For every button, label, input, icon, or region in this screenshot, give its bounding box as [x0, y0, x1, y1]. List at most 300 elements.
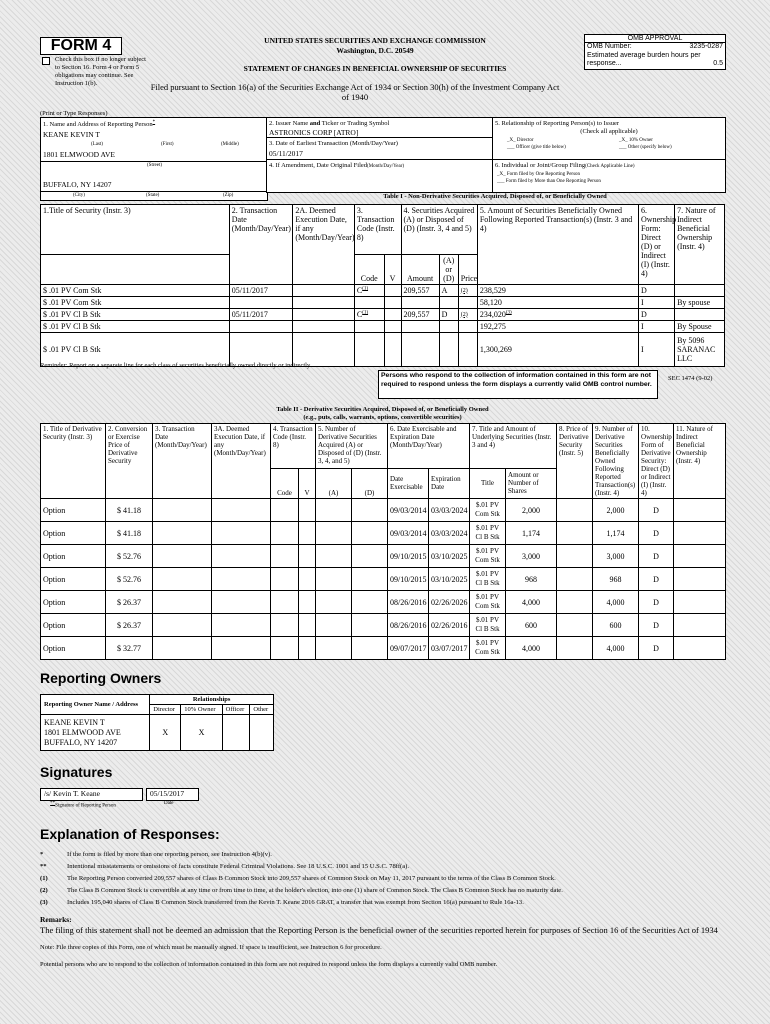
explanation-text: The Class B Common Stock is convertible at any time or from time to time, at the holder's election, into one (1) share of Common Stock. The Class B Common Stock has no maturity date. [67, 887, 563, 894]
t2-h7: 7. Title and Amount of Underlying Securities (Instr. 3 and 4) [470, 424, 557, 469]
t2-a [316, 637, 352, 660]
box6-label: 6. Individual or Joint/Group Filing [495, 162, 586, 169]
table2 [40, 423, 726, 660]
t1-form: I [639, 321, 675, 333]
t2-a [316, 545, 352, 568]
t2-deriv-price [557, 499, 593, 522]
t2-price: $ 41.18 [106, 522, 153, 545]
t1-date [229, 297, 293, 309]
t2-title: Option [41, 591, 106, 614]
t1-code [354, 321, 384, 333]
t1-form: D [639, 309, 675, 321]
box4-amendment [266, 159, 494, 193]
explanation-mark: * [40, 851, 44, 858]
t1-owned: 234,020$^{(3)}$ [477, 309, 638, 321]
ro-relationships: Relationships [150, 695, 274, 705]
t1-h7: 7. Nature of Indirect Beneficial Ownership (Instr. 4) [675, 205, 725, 285]
t1-code-footnote[interactable]: (1) [362, 310, 369, 316]
explanation-text: If the form is filed by more than one reporting person, see Instruction 4(b)(v). [67, 851, 272, 858]
explanation-mark: (1) [40, 875, 48, 882]
omb-number-label: OMB Number: [587, 43, 632, 50]
t2-a [316, 499, 352, 522]
t2-a [316, 614, 352, 637]
box6-opt1[interactable]: _X_ Form filed by One Reporting Person [497, 172, 581, 177]
remarks-text: The filing of this statement shall not be deemed an admission that the Reporting Person is the beneficial owner of the securities reported herein for purposes of Section 16 of the Securities Act of 1934 [40, 925, 718, 935]
t1-h3: 3. Transaction Code (Instr. 8) [354, 205, 401, 255]
table2-row [41, 614, 726, 637]
checkbox-note: Check this box if no longer subject to Section 16. Form 4 or Form 5 obligations may continue. See Instruction 1(b). [55, 56, 146, 87]
t1-h5: 5. Amount of Securities Beneficially Owned Following Reported Transaction(s) (Instr. 3 and 4) [477, 205, 638, 285]
ro-other-mark [250, 715, 274, 751]
t2-d [352, 545, 388, 568]
t2-sub-exer: Date Exercisable [388, 468, 429, 498]
t1-deemed [293, 297, 355, 309]
t1-price [458, 297, 477, 309]
explanation-item [40, 875, 730, 887]
box6-opt2[interactable]: ___ Form filed by More than One Reporting Person [497, 179, 601, 184]
explanation-mark: (3) [40, 899, 48, 906]
persons-notice: Persons who respond to the collection of information contained in this form are not required to respond unless the form displays a currently valid OMB control number. [378, 370, 658, 399]
t1-amount: 209,557 [401, 285, 439, 297]
date-label: Date [164, 801, 174, 806]
t1-owned: 238,529 [477, 285, 638, 297]
t2-sub-v: V [299, 468, 316, 498]
t2-nature [674, 568, 726, 591]
box5-label: 5. Relationship of Reporting Person(s) to Issuer [495, 120, 620, 127]
t2-number-owned: 4,000 [593, 591, 639, 614]
ro-col-name: Reporting Owner Name / Address [41, 695, 150, 715]
table2-row [41, 568, 726, 591]
box5-director[interactable]: _X_ Director [507, 138, 534, 143]
t1-title: $ .01 PV Cl B Stk [41, 309, 230, 321]
box2-label-and: and [309, 120, 321, 127]
t2-h10: 10. Ownership Form of Derivative Security: Direct (D) or Indirect (I) (Instr. 4) [639, 424, 674, 499]
omb-burden: 0.5 [713, 60, 723, 67]
t2-underlying-amount: 4,000 [506, 591, 557, 614]
t2-number-owned: 600 [593, 614, 639, 637]
t1-price: (2) [458, 309, 477, 321]
t2-code [271, 591, 299, 614]
t2-code [271, 522, 299, 545]
t2-date [153, 591, 212, 614]
t2-date [153, 637, 212, 660]
t1-amount [401, 321, 439, 333]
t2-expiration: 03/07/2017 [429, 637, 470, 660]
t1-owned-footnote[interactable]: (3) [505, 310, 512, 316]
t1-title: $ .01 PV Cl B Stk [41, 333, 230, 367]
t2-ownership-form: D [639, 568, 674, 591]
t2-sub-d: (D) [352, 468, 388, 498]
t1-price [458, 321, 477, 333]
t2-nature [674, 614, 726, 637]
t2-number-owned: 4,000 [593, 637, 639, 660]
label-city: (City) [73, 193, 85, 198]
t2-title: Option [41, 522, 106, 545]
explanation-text: Includes 195,040 shares of Class B Common Stock transferred from the Kevin T. Keane 2016 GRAT, a transfer that was exempt from Section 16(a) pursuant to Rule 16a-13. [67, 899, 524, 906]
t1-amount: 209,557 [401, 309, 439, 321]
t2-a [316, 568, 352, 591]
t2-date [153, 522, 212, 545]
t2-h3: 3. Transaction Date (Month/Day/Year) [153, 424, 212, 499]
t2-d [352, 522, 388, 545]
box5-relationship [492, 117, 726, 161]
t2-underlying-amount: 3,000 [506, 545, 557, 568]
t2-nature [674, 637, 726, 660]
reminder-text: Reminder: Report on a separate line for each class of securities beneficially owned directly or indirectly. [40, 362, 312, 369]
t2-number-owned: 3,000 [593, 545, 639, 568]
box6-filing [492, 159, 726, 193]
t1-date: 05/11/2017 [229, 285, 293, 297]
t2-exercisable: 09/10/2015 [388, 568, 429, 591]
t2-deemed [212, 568, 271, 591]
ro-line1: KEANE KEVIN T [44, 717, 105, 727]
ro-col-officer: Officer [222, 705, 250, 715]
t2-sub-a: (A) [316, 468, 352, 498]
t1-ad [439, 333, 458, 367]
explanation-mark: ** [40, 863, 47, 870]
reporting-owners-table [40, 694, 274, 751]
t2-price: $ 52.76 [106, 545, 153, 568]
table1-row [41, 309, 725, 321]
table2-row [41, 499, 726, 522]
t1-nature: By 5096 SARANAC LLC [675, 333, 725, 367]
t2-d [352, 568, 388, 591]
table1-row [41, 297, 725, 309]
t2-v [299, 614, 316, 637]
explanation-item [40, 899, 730, 911]
explanation-item [40, 851, 730, 863]
t2-price: $ 32.77 [106, 637, 153, 660]
box2-label-b: Ticker or Trading Symbol [320, 120, 390, 127]
t2-number-owned: 968 [593, 568, 639, 591]
ro-officer-mark [222, 715, 250, 751]
t2-title: Option [41, 614, 106, 637]
t1-h2: 2. Transaction Date (Month/Day/Year) [229, 205, 293, 285]
print-type: (Print or Type Responses) [40, 110, 108, 117]
t2-date [153, 545, 212, 568]
t2-v [299, 637, 316, 660]
t1-form: D [639, 285, 675, 297]
t1-title: $ .01 PV Com Stk [41, 285, 230, 297]
t2-nature [674, 591, 726, 614]
t2-underlying-amount: 2,000 [506, 499, 557, 522]
table2-subtitle: (e.g., puts, calls, warrants, options, convertible securities) [303, 414, 462, 421]
box5-sub: (Check all applicable) [580, 128, 638, 135]
t2-exercisable: 08/26/2016 [388, 591, 429, 614]
t2-ownership-form: D [639, 591, 674, 614]
t1-ad: D [439, 309, 458, 321]
t1-sub-aord: (A) or (D) [439, 255, 458, 285]
t2-a [316, 591, 352, 614]
t2-nature [674, 522, 726, 545]
ro-director-mark: X [150, 715, 181, 751]
t2-exercisable: 09/10/2015 [388, 545, 429, 568]
t1-owned: 192,275 [477, 321, 638, 333]
label-state: (State) [146, 193, 160, 198]
t2-code [271, 614, 299, 637]
box6-label-small: (Check Applicable Line) [585, 164, 635, 169]
no-longer-checkbox[interactable] [42, 57, 50, 65]
t1-amount [401, 333, 439, 367]
t1-ad [439, 321, 458, 333]
t2-sub-amt: Amount or Number of Shares [506, 468, 557, 498]
reporting-person-name: KEANE KEVIN T [43, 130, 100, 139]
t2-ownership-form: D [639, 614, 674, 637]
t2-number-owned: 1,174 [593, 522, 639, 545]
t2-deriv-price [557, 522, 593, 545]
label-street: (Street) [147, 163, 162, 168]
t2-h3a: 3A. Deemed Execution Date, if any (Month/Day/Year) [212, 424, 271, 499]
t2-v [299, 522, 316, 545]
t2-nature [674, 545, 726, 568]
t2-sub-code: Code [271, 468, 299, 498]
t2-code [271, 545, 299, 568]
t2-code [271, 637, 299, 660]
t2-d [352, 614, 388, 637]
t2-expiration: 03/10/2025 [429, 545, 470, 568]
t2-underlying-title: $.01 PV Com Stk [470, 545, 506, 568]
t2-expiration: 03/10/2025 [429, 568, 470, 591]
t1-nature [675, 309, 725, 321]
t2-sub-title: Title [470, 468, 506, 498]
omb-title: OMB APPROVAL [585, 35, 725, 43]
t2-ownership-form: D [639, 499, 674, 522]
t2-h9: 9. Number of Derivative Securities Beneficially Owned Following Reported Transaction(s) (Instr. 4) [593, 424, 639, 499]
t2-exercisable: 09/03/2014 [388, 499, 429, 522]
signature-value: /s/ Kevin T. Keane [40, 788, 143, 801]
t2-title: Option [41, 568, 106, 591]
box1-reporting-person [40, 117, 268, 193]
t1-sub-v: V [384, 255, 401, 285]
statement-title: STATEMENT OF CHANGES IN BENEFICIAL OWNERSHIP OF SECURITIES [243, 64, 507, 73]
t2-underlying-amount: 1,174 [506, 522, 557, 545]
explanation-item [40, 863, 730, 875]
t2-underlying-amount: 4,000 [506, 637, 557, 660]
explanation-text: The Reporting Person converted 209,557 shares of Class B Common Stock into 209,557 shares of Common Stock on May 11, 2017 pursuant to the terms of the Class B Common Stock. [67, 875, 556, 882]
t1-v [384, 285, 401, 297]
ro-owner-mark: X [181, 715, 222, 751]
t2-v [299, 591, 316, 614]
t2-expiration: 02/26/2026 [429, 591, 470, 614]
t1-sub-price: Price [458, 255, 477, 285]
filed-pursuant: Filed pursuant to Section 16(a) of the Securities Exchange Act of 1934 or Section 30(h) of the Investment Company Act of 1940 [150, 82, 560, 102]
t2-expiration: 02/26/2016 [429, 614, 470, 637]
t2-title: Option [41, 545, 106, 568]
t1-owned: 1,300,269 [477, 333, 638, 367]
t2-ownership-form: D [639, 522, 674, 545]
t2-underlying-title: $.01 PV Com Stk [470, 637, 506, 660]
signatures-heading: Signatures [40, 764, 113, 780]
t2-underlying-title: $.01 PV Cl B Stk [470, 522, 506, 545]
box2-issuer [266, 117, 494, 139]
issuer-name: ASTRONICS CORP [ATRO] [269, 128, 359, 137]
t2-deriv-price [557, 568, 593, 591]
t2-ownership-form: D [639, 545, 674, 568]
t2-deriv-price [557, 614, 593, 637]
table1-row [41, 285, 725, 297]
t1-date [229, 321, 293, 333]
ro-line3: BUFFALO, NY 14207 [44, 737, 118, 747]
t1-h4: 4. Securities Acquired (A) or Disposed of (D) (Instr. 3, 4 and 5) [401, 205, 477, 255]
t1-h6: 6. Ownership Form: Direct (D) or Indirect (I) (Instr. 4) [639, 205, 675, 285]
t2-h2: 2. Conversion or Exercise Price of Derivative Security [106, 424, 153, 499]
t1-price [458, 333, 477, 367]
t2-code [271, 568, 299, 591]
table2-row [41, 522, 726, 545]
t1-deemed [293, 285, 355, 297]
t1-deemed [293, 309, 355, 321]
t2-deemed [212, 637, 271, 660]
sig-label: Signature of Reporting Person [55, 803, 116, 809]
t2-expiration: 03/03/2024 [429, 499, 470, 522]
t2-price: $ 41.18 [106, 499, 153, 522]
t1-ad: A [439, 285, 458, 297]
t1-sub-amount: Amount [401, 255, 439, 285]
table2-title: Table II - Derivative Securities Acquired, Disposed of, or Beneficially Owned [276, 406, 489, 413]
t2-price: $ 26.37 [106, 591, 153, 614]
t2-v [299, 499, 316, 522]
t2-deemed [212, 499, 271, 522]
box4-label-small: (Month/Day/Year) [367, 164, 405, 169]
t1-deemed [293, 321, 355, 333]
t1-sub-code: Code [354, 255, 384, 285]
t1-code: $C^{(1)}$ [354, 309, 384, 321]
t2-underlying-title: $.01 PV Cl B Stk [470, 568, 506, 591]
t2-underlying-title: $.01 PV Cl B Stk [470, 614, 506, 637]
t1-date: 05/11/2017 [229, 309, 293, 321]
t2-deriv-price [557, 545, 593, 568]
city-state-zip: BUFFALO, NY 14207 [43, 180, 112, 189]
t2-h5: 5. Number of Derivative Securities Acquired (A) or Disposed of (D) (Instr. 3, 4, and 5) [316, 424, 388, 469]
t1-h1: 1.Title of Security (Instr. 3) [41, 205, 230, 255]
explanation-item [40, 887, 730, 899]
t1-form: I [639, 333, 675, 367]
t1-v [384, 297, 401, 309]
t2-ownership-form: D [639, 637, 674, 660]
table2-row [41, 591, 726, 614]
t2-price: $ 26.37 [106, 614, 153, 637]
ro-col-director: Director [150, 705, 181, 715]
box5-other[interactable]: ___ Other (specify below) [619, 145, 672, 150]
form-title: FORM 4 [40, 37, 122, 55]
t2-deriv-price [557, 637, 593, 660]
t2-underlying-title: $.01 PV Com Stk [470, 499, 506, 522]
t2-underlying-amount: 600 [506, 614, 557, 637]
t2-deriv-price [557, 591, 593, 614]
table2-row [41, 637, 726, 660]
explanation-heading: Explanation of Responses: [40, 826, 220, 842]
t2-d [352, 499, 388, 522]
t2-code [271, 499, 299, 522]
t2-h4: 4. Transaction Code (Instr. 8) [271, 424, 316, 469]
t2-underlying-amount: 968 [506, 568, 557, 591]
t1-owned: 58,120 [477, 297, 638, 309]
ro-line2: 1801 ELMWOOD AVE [44, 727, 121, 737]
t2-exercisable: 09/07/2017 [388, 637, 429, 660]
t2-h8: 8. Price of Derivative Security (Instr. 5) [557, 424, 593, 499]
t2-expiration: 03/03/2024 [429, 522, 470, 545]
sig-star: ** [50, 801, 56, 806]
t2-a [316, 522, 352, 545]
label-middle: (Middle) [221, 142, 239, 147]
explanation-text: Intentional misstatements or omissions of facts constitute Federal Criminal Violations. See 18 U.S.C. 1001 and 15 U.S.C. 78ff(a). [67, 863, 410, 870]
explanation-list [40, 851, 730, 911]
t2-h6: 6. Date Exercisable and Expiration Date (Month/Day/Year) [388, 424, 470, 469]
t2-date [153, 614, 212, 637]
t2-title: Option [41, 499, 106, 522]
potential-text: Potential persons who are to respond to the collection of information contained in this form are not required to respond unless the form displays a currently valid OMB number. [40, 961, 498, 968]
earliest-transaction-date: 05/11/2017 [269, 149, 303, 158]
t2-deemed [212, 614, 271, 637]
label-zip: (Zip) [223, 193, 234, 198]
t1-nature [675, 285, 725, 297]
explanation-mark: (2) [40, 887, 48, 894]
t2-sub-exp: Expiration Date [429, 468, 470, 498]
signature-date: 05/15/2017 [146, 788, 199, 801]
t2-exercisable: 09/03/2014 [388, 522, 429, 545]
t2-v [299, 545, 316, 568]
t2-deemed [212, 591, 271, 614]
t2-price: $ 52.76 [106, 568, 153, 591]
remarks-heading: Remarks: [40, 915, 72, 924]
t2-title: Option [41, 637, 106, 660]
ro-col-other: Other [250, 705, 274, 715]
t2-v [299, 568, 316, 591]
t2-deemed [212, 522, 271, 545]
t2-underlying-title: $.01 PV Com Stk [470, 591, 506, 614]
omb-burden-label: Estimated average burden hours per response... [587, 52, 701, 67]
t2-h1: 1. Title of Derivative Security (Instr. 3) [41, 424, 106, 499]
t1-v [384, 321, 401, 333]
agency-name: UNITED STATES SECURITIES AND EXCHANGE COMMISSION [264, 36, 486, 45]
reporting-owners-heading: Reporting Owners [40, 670, 162, 686]
label-first: (First) [161, 142, 174, 147]
t1-nature: By spouse [675, 297, 725, 309]
t1-code [354, 297, 384, 309]
t2-exercisable: 08/26/2016 [388, 614, 429, 637]
table2-row [41, 545, 726, 568]
t1-form: I [639, 297, 675, 309]
ro-col-owner: 10% Owner [181, 705, 222, 715]
t2-nature [674, 499, 726, 522]
box3-earliest-date [266, 137, 494, 161]
note-text: Note: File three copies of this Form, one of which must be manually signed. If space is insufficient, see Instruction 6 for procedure. [40, 944, 382, 951]
t2-date [153, 568, 212, 591]
box2-label-a: 2. Issuer Name [269, 120, 310, 127]
street-address: 1801 ELMWOOD AVE [43, 150, 115, 159]
table1-row [41, 321, 725, 333]
t1-nature: By Spouse [675, 321, 725, 333]
omb-approval-box [584, 34, 726, 70]
t2-d [352, 591, 388, 614]
box5-owner[interactable]: _X_ 10% Owner [619, 138, 653, 143]
box5-officer[interactable]: ___ Officer (give title below) [507, 145, 566, 150]
t1-v [384, 309, 401, 321]
sec-code: SEC 1474 (9-02) [668, 375, 713, 382]
omb-number: 3235-0287 [689, 43, 723, 50]
t1-v [384, 333, 401, 367]
t1-price: (2) [458, 285, 477, 297]
t1-code [354, 333, 384, 367]
t1-title: $ .01 PV Com Stk [41, 297, 230, 309]
agency-city: Washington, D.C. 20549 [336, 46, 414, 55]
t2-number-owned: 2,000 [593, 499, 639, 522]
label-last: (Last) [91, 142, 103, 147]
table1 [40, 204, 725, 367]
t1-title: $ .01 PV Cl B Stk [41, 321, 230, 333]
t2-d [352, 637, 388, 660]
t1-code-footnote[interactable]: (1) [362, 286, 369, 292]
